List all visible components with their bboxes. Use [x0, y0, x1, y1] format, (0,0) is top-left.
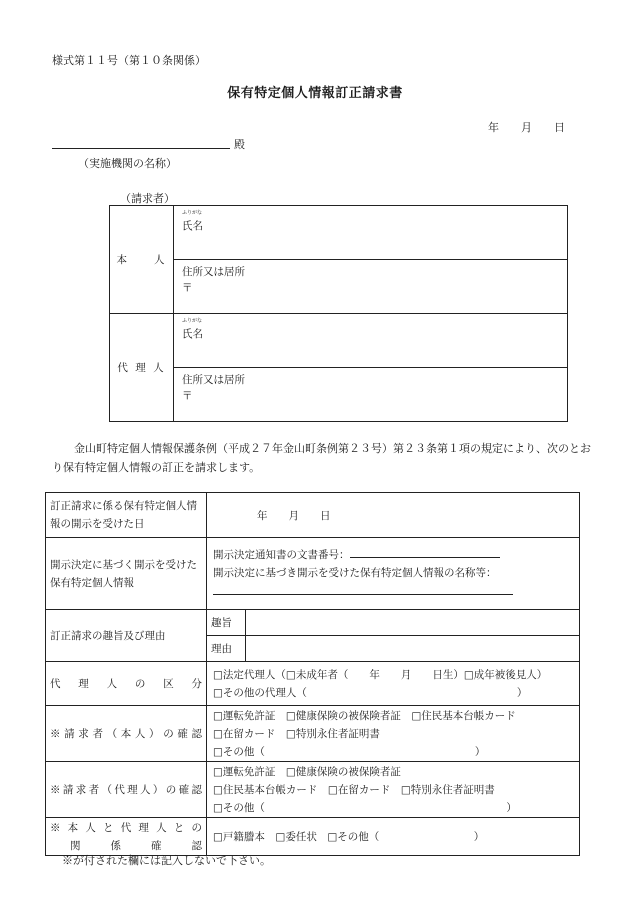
- agent-verification-line1[interactable]: □運転免許証 □健康保険の被保険者証: [213, 765, 401, 778]
- addressee-line[interactable]: [52, 147, 230, 149]
- requester-label: （請求者）: [120, 192, 175, 205]
- agent-type-line1[interactable]: □法定代理人（□未成年者（ 年 月 日生）□成年被後見人）: [213, 668, 548, 681]
- form-number: 様式第１１号（第１０条関係）: [52, 54, 206, 67]
- address-label: 住所又は居所: [182, 266, 245, 278]
- agent-type-label: 代理人の区分: [46, 662, 207, 706]
- disclosed-info-label: 開示決定に基づく開示を受けた保有特定個人情報: [46, 538, 207, 610]
- agent-verification-line2[interactable]: □住民基本台帳カード □在留カード □特別永住者証明書: [213, 783, 495, 796]
- postal-mark: 〒: [182, 390, 193, 402]
- document-title: 保有特定個人情報訂正請求書: [227, 86, 403, 101]
- agent-type-line2[interactable]: □その他の代理人（ ）: [213, 686, 528, 699]
- purpose-field[interactable]: [246, 610, 580, 636]
- document-number-input[interactable]: [350, 557, 500, 558]
- postal-mark: 〒: [182, 282, 193, 294]
- purpose-label: 趣旨: [207, 610, 246, 636]
- agent-type-options[interactable]: [207, 662, 580, 706]
- self-name-field[interactable]: [174, 206, 568, 260]
- furigana-label: ふりがな: [182, 318, 203, 324]
- self-verification-options[interactable]: [207, 706, 580, 762]
- relationship-verification-label: [46, 818, 207, 856]
- agent-verification-label: ※請求者（代理人）の確認: [46, 762, 207, 818]
- relationship-label-line1: ※本人と代理人との: [50, 821, 202, 834]
- footnote: ※が付された欄には記入しないで下さい。: [62, 854, 271, 867]
- name-label: 氏名: [182, 328, 203, 340]
- relationship-verification-options[interactable]: □戸籍謄本 □委任状 □その他（ ）: [207, 818, 580, 856]
- agent-label: 代 理 人: [110, 314, 174, 422]
- self-label: 本 人: [110, 206, 174, 314]
- agent-name-field[interactable]: [174, 314, 568, 368]
- request-details-table: [45, 492, 580, 856]
- agency-label: （実施機関の名称）: [78, 157, 177, 170]
- relationship-label-line2: 関係確認: [70, 839, 202, 852]
- reason-field[interactable]: [246, 636, 580, 662]
- agent-verification-options[interactable]: [207, 762, 580, 818]
- purpose-reason-label: 訂正請求の趣旨及び理由: [46, 610, 207, 662]
- address-label: 住所又は居所: [182, 374, 245, 386]
- disclosure-date-label: 訂正請求に係る保有特定個人情報の開示を受けた日: [46, 493, 207, 538]
- reason-label: 理由: [207, 636, 246, 662]
- addressee-suffix: 殿: [234, 138, 245, 151]
- agent-verification-line3[interactable]: □その他（ ）: [213, 801, 517, 814]
- self-verification-line2[interactable]: □在留カード □特別永住者証明書: [213, 727, 380, 740]
- disclosure-date-field[interactable]: 年 月 日: [207, 493, 580, 538]
- disclosed-info-name-input[interactable]: [213, 582, 513, 595]
- self-verification-label: ※請求者（本人）の確認: [46, 706, 207, 762]
- date-month: 月: [521, 121, 532, 134]
- date-year: 年: [488, 121, 499, 134]
- disclosed-info-field[interactable]: [207, 538, 580, 610]
- name-label: 氏名: [182, 220, 203, 232]
- request-paragraph: 金山町特定個人情報保護条例（平成２７年金山町条例第２３号）第２３条第１項の規定により、次のとおり保有特定個人情報の訂正を請求します。: [52, 442, 591, 474]
- furigana-label: ふりがな: [182, 210, 203, 216]
- self-verification-line1[interactable]: □運転免許証 □健康保険の被保険者証 □住民基本台帳カード: [213, 709, 516, 722]
- self-address-field[interactable]: [174, 260, 568, 314]
- requester-table: [109, 205, 568, 422]
- self-verification-line3[interactable]: □その他（ ）: [213, 745, 486, 758]
- agent-address-field[interactable]: [174, 368, 568, 422]
- submission-date: [488, 119, 565, 135]
- date-day: 日: [554, 121, 565, 134]
- disclosed-info-name-label: 開示決定に基づき開示を受けた保有特定個人情報の名称等：: [213, 567, 497, 579]
- document-number-label: 開示決定通知書の文書番号：: [213, 549, 350, 561]
